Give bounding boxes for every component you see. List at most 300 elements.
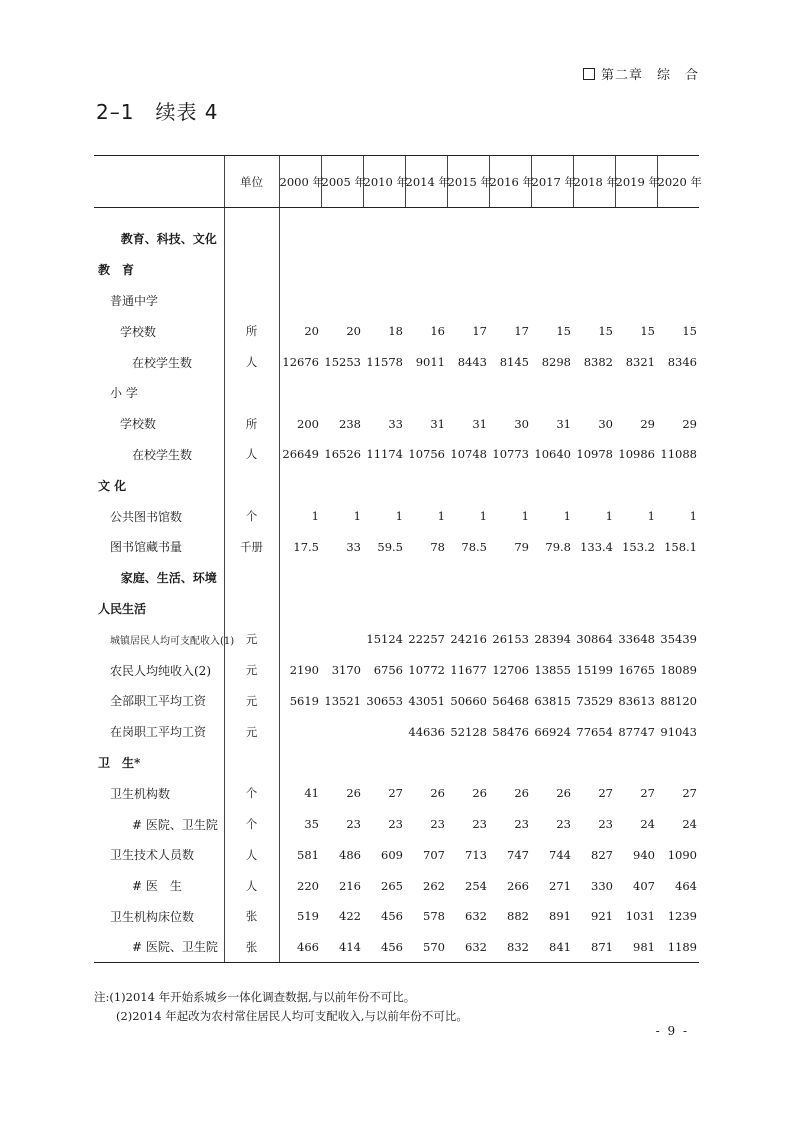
value-cell: 330 bbox=[591, 878, 613, 893]
row-label: 小 学 bbox=[110, 386, 138, 401]
value-cell: 22257 bbox=[408, 632, 445, 647]
value-cell: 1 bbox=[521, 509, 529, 524]
row-unit bbox=[224, 224, 279, 255]
header-unit-cell: 单位 bbox=[224, 156, 279, 208]
value-cell bbox=[657, 285, 699, 316]
value-cell bbox=[657, 377, 699, 408]
footnotes bbox=[94, 988, 468, 1026]
value-cell: 11578 bbox=[366, 355, 403, 370]
value-cell: 871 bbox=[573, 932, 615, 963]
row-label: # 医院、卫生院 bbox=[132, 817, 218, 832]
value-cell bbox=[573, 285, 615, 316]
value-cell bbox=[489, 593, 531, 624]
table-header-row bbox=[94, 156, 699, 208]
row-label: # 医院、卫生院 bbox=[94, 932, 224, 963]
value-cell bbox=[657, 470, 699, 501]
value-cell: 632 bbox=[447, 932, 489, 963]
value-cell: 632 bbox=[465, 909, 487, 924]
table-row bbox=[94, 870, 699, 901]
table-row bbox=[94, 747, 699, 778]
row-unit: 个 bbox=[224, 501, 279, 532]
value-cell: 16 bbox=[430, 324, 445, 339]
value-cell bbox=[531, 562, 573, 593]
value-cell: 271 bbox=[549, 878, 571, 893]
row-label: 在岗职工平均工资 bbox=[110, 725, 207, 740]
table-row bbox=[94, 932, 699, 963]
header-year-cell: 2000 年 bbox=[279, 156, 321, 208]
row-unit: 千册 bbox=[224, 531, 279, 562]
value-cell bbox=[279, 747, 321, 778]
value-cell bbox=[405, 224, 447, 255]
value-cell: 1 bbox=[395, 509, 403, 524]
value-cell: 262 bbox=[423, 878, 445, 893]
row-label: 卫生技术人员数 bbox=[110, 848, 195, 863]
value-cell bbox=[447, 254, 489, 285]
value-cell: 58476 bbox=[492, 724, 529, 739]
value-cell: 88120 bbox=[660, 693, 697, 708]
spacer-cell bbox=[405, 208, 447, 224]
table-row bbox=[94, 377, 699, 408]
value-cell: 153.2 bbox=[622, 539, 655, 554]
value-cell: 33 bbox=[346, 539, 361, 554]
value-cell: 1 bbox=[479, 509, 487, 524]
footnote: (2)2014 年起改为农村常住居民人均可支配收入,与以前年份不可比。 bbox=[116, 1009, 468, 1023]
value-cell: 1 bbox=[437, 509, 445, 524]
row-label: 在校学生数 bbox=[132, 355, 193, 370]
value-cell bbox=[573, 224, 615, 255]
row-label: 在校学生数 bbox=[132, 447, 193, 462]
row-label: 人民生活 bbox=[98, 601, 147, 616]
value-cell: 10640 bbox=[534, 447, 571, 462]
value-cell bbox=[657, 593, 699, 624]
value-cell: 26 bbox=[556, 786, 571, 801]
value-cell bbox=[573, 377, 615, 408]
value-cell bbox=[489, 224, 531, 255]
table-row bbox=[94, 685, 699, 716]
value-cell: 1 bbox=[353, 509, 361, 524]
table-spacer-row bbox=[94, 208, 699, 224]
value-cell: 28394 bbox=[534, 632, 571, 647]
value-cell bbox=[657, 254, 699, 285]
value-cell: 940 bbox=[633, 847, 655, 862]
row-label: 学校数 bbox=[120, 417, 157, 432]
value-cell: 15 bbox=[556, 324, 571, 339]
value-cell: 17 bbox=[514, 324, 529, 339]
value-cell: 29 bbox=[640, 416, 655, 431]
value-cell bbox=[321, 624, 363, 655]
value-cell: 11677 bbox=[450, 663, 487, 678]
value-cell: 456 bbox=[363, 932, 405, 963]
value-cell bbox=[447, 747, 489, 778]
value-cell bbox=[363, 224, 405, 255]
value-cell bbox=[279, 285, 321, 316]
value-cell: 50660 bbox=[450, 693, 487, 708]
value-cell bbox=[615, 254, 657, 285]
value-cell: 220 bbox=[279, 870, 321, 901]
value-cell: 23 bbox=[514, 817, 529, 832]
value-cell: 17 bbox=[472, 324, 487, 339]
value-cell: 581 bbox=[279, 839, 321, 870]
value-cell bbox=[363, 747, 405, 778]
value-cell: 5619 bbox=[279, 685, 321, 716]
row-label: 城镇居民人均可支配收入(1) bbox=[110, 635, 235, 647]
value-cell: 79.8 bbox=[545, 539, 571, 554]
value-cell: 265 bbox=[381, 878, 403, 893]
value-cell: 26153 bbox=[492, 632, 529, 647]
spacer-cell bbox=[363, 208, 405, 224]
value-cell bbox=[573, 254, 615, 285]
row-label: 学校数 bbox=[120, 324, 157, 339]
table-row bbox=[94, 901, 699, 932]
value-cell bbox=[489, 562, 531, 593]
value-cell: 13855 bbox=[534, 663, 571, 678]
spacer-cell bbox=[224, 208, 279, 224]
value-cell bbox=[279, 254, 321, 285]
value-cell bbox=[405, 377, 447, 408]
value-cell: 27 bbox=[388, 786, 403, 801]
value-cell: 10773 bbox=[492, 447, 529, 462]
value-cell bbox=[363, 716, 405, 747]
row-unit bbox=[224, 254, 279, 285]
value-cell: 2190 bbox=[279, 655, 321, 686]
spacer-cell bbox=[94, 208, 224, 224]
value-cell: 609 bbox=[381, 847, 403, 862]
value-cell bbox=[363, 470, 405, 501]
statistics-table bbox=[94, 155, 702, 963]
row-label: 卫 生* bbox=[98, 755, 141, 770]
table-row bbox=[94, 224, 699, 255]
value-cell bbox=[573, 562, 615, 593]
value-cell: 10756 bbox=[408, 447, 445, 462]
value-cell bbox=[447, 470, 489, 501]
row-unit: 元 bbox=[224, 624, 279, 655]
spacer-cell bbox=[447, 208, 489, 224]
value-cell: 79 bbox=[514, 539, 529, 554]
row-unit: 人 bbox=[224, 347, 279, 378]
value-cell bbox=[321, 716, 363, 747]
value-cell: 12676 bbox=[279, 347, 321, 378]
value-cell: 1031 bbox=[625, 909, 655, 924]
value-cell: 24 bbox=[682, 817, 697, 832]
value-cell: 59.5 bbox=[377, 539, 403, 554]
value-cell: 83613 bbox=[618, 693, 655, 708]
value-cell: 63815 bbox=[534, 693, 571, 708]
value-cell: 407 bbox=[633, 878, 655, 893]
header-year-cell: 2005 年 bbox=[321, 156, 363, 208]
value-cell: 26 bbox=[472, 786, 487, 801]
row-label: 普通中学 bbox=[110, 293, 159, 308]
value-cell bbox=[531, 285, 573, 316]
value-cell bbox=[363, 562, 405, 593]
table-row bbox=[94, 347, 699, 378]
value-cell: 1 bbox=[279, 501, 321, 532]
value-cell bbox=[531, 377, 573, 408]
value-cell bbox=[447, 377, 489, 408]
value-cell bbox=[279, 562, 321, 593]
value-cell: 31 bbox=[430, 416, 445, 431]
table-row bbox=[94, 285, 699, 316]
value-cell: 78 bbox=[430, 539, 445, 554]
table-row bbox=[94, 439, 699, 470]
value-cell bbox=[615, 377, 657, 408]
row-unit: 人 bbox=[224, 870, 279, 901]
value-cell bbox=[531, 254, 573, 285]
value-cell: 578 bbox=[423, 909, 445, 924]
value-cell bbox=[573, 470, 615, 501]
value-cell bbox=[615, 470, 657, 501]
value-cell bbox=[573, 593, 615, 624]
value-cell: 519 bbox=[279, 901, 321, 932]
value-cell: 30 bbox=[514, 416, 529, 431]
row-label: # 医 生 bbox=[132, 879, 182, 894]
value-cell: 24 bbox=[640, 817, 655, 832]
value-cell: 6756 bbox=[373, 663, 403, 678]
value-cell: 77654 bbox=[576, 724, 613, 739]
value-cell bbox=[405, 747, 447, 778]
row-label: 公共图书馆数 bbox=[110, 509, 183, 524]
value-cell: 216 bbox=[339, 878, 361, 893]
value-cell bbox=[405, 254, 447, 285]
spacer-cell bbox=[531, 208, 573, 224]
value-cell bbox=[531, 470, 573, 501]
value-cell bbox=[405, 562, 447, 593]
value-cell: 422 bbox=[339, 909, 361, 924]
value-cell: 8443 bbox=[457, 355, 487, 370]
value-cell: 20 bbox=[346, 324, 361, 339]
table-row bbox=[94, 778, 699, 809]
value-cell bbox=[489, 377, 531, 408]
value-cell bbox=[615, 747, 657, 778]
value-cell bbox=[405, 285, 447, 316]
page-number: - 9 - bbox=[655, 1024, 689, 1038]
value-cell: 1 bbox=[563, 509, 571, 524]
value-cell: 23 bbox=[388, 817, 403, 832]
value-cell bbox=[489, 254, 531, 285]
value-cell: 713 bbox=[465, 847, 487, 862]
value-cell: 3170 bbox=[331, 663, 361, 678]
row-unit: 人 bbox=[224, 839, 279, 870]
value-cell: 23 bbox=[430, 817, 445, 832]
value-cell bbox=[321, 470, 363, 501]
value-cell bbox=[321, 593, 363, 624]
table-row bbox=[94, 716, 699, 747]
value-cell: 11174 bbox=[366, 447, 403, 462]
value-cell bbox=[363, 254, 405, 285]
value-cell: 41 bbox=[279, 778, 321, 809]
value-cell: 8382 bbox=[583, 355, 613, 370]
value-cell: 15 bbox=[682, 324, 697, 339]
value-cell: 1090 bbox=[667, 847, 697, 862]
value-cell: 1 bbox=[689, 509, 697, 524]
value-cell: 882 bbox=[507, 909, 529, 924]
table-row bbox=[94, 624, 699, 655]
value-cell bbox=[657, 224, 699, 255]
value-cell: 33648 bbox=[618, 632, 655, 647]
value-cell: 832 bbox=[489, 932, 531, 963]
row-unit: 个 bbox=[224, 778, 279, 809]
value-cell: 15199 bbox=[576, 663, 613, 678]
row-label: 文 化 bbox=[98, 478, 127, 493]
value-cell: 18089 bbox=[660, 663, 697, 678]
square-icon bbox=[583, 68, 595, 80]
value-cell: 33 bbox=[388, 416, 403, 431]
value-cell: 8298 bbox=[541, 355, 571, 370]
value-cell: 17.5 bbox=[279, 531, 321, 562]
value-cell: 1239 bbox=[667, 909, 697, 924]
value-cell: 35 bbox=[279, 809, 321, 840]
footnote: 注:(1)2014 年开始系城乡一体化调查数据,与以前年份不可比。 bbox=[94, 990, 416, 1004]
value-cell bbox=[321, 377, 363, 408]
value-cell: 52128 bbox=[450, 724, 487, 739]
value-cell: 15124 bbox=[366, 632, 403, 647]
value-cell: 31 bbox=[472, 416, 487, 431]
value-cell: 12706 bbox=[492, 663, 529, 678]
value-cell: 8145 bbox=[499, 355, 529, 370]
row-unit: 所 bbox=[224, 408, 279, 439]
row-unit bbox=[224, 377, 279, 408]
value-cell: 891 bbox=[549, 909, 571, 924]
table-row bbox=[94, 562, 699, 593]
value-cell: 133.4 bbox=[580, 539, 613, 554]
value-cell bbox=[279, 624, 321, 655]
value-cell bbox=[321, 254, 363, 285]
chapter-header bbox=[583, 64, 699, 83]
value-cell: 29 bbox=[682, 416, 697, 431]
value-cell bbox=[279, 593, 321, 624]
value-cell: 16526 bbox=[324, 447, 361, 462]
value-cell: 24216 bbox=[450, 632, 487, 647]
header-label-cell bbox=[94, 156, 224, 208]
value-cell: 30653 bbox=[366, 693, 403, 708]
header-year-cell: 2017 年 bbox=[531, 156, 573, 208]
value-cell bbox=[615, 593, 657, 624]
value-cell: 44636 bbox=[408, 724, 445, 739]
value-cell: 10986 bbox=[618, 447, 655, 462]
value-cell: 707 bbox=[423, 847, 445, 862]
value-cell: 1 bbox=[605, 509, 613, 524]
value-cell: 254 bbox=[465, 878, 487, 893]
value-cell bbox=[489, 470, 531, 501]
value-cell bbox=[615, 562, 657, 593]
value-cell: 78.5 bbox=[461, 539, 487, 554]
value-cell: 56468 bbox=[492, 693, 529, 708]
value-cell: 27 bbox=[640, 786, 655, 801]
row-unit: 元 bbox=[224, 655, 279, 686]
value-cell: 43051 bbox=[408, 693, 445, 708]
value-cell bbox=[405, 470, 447, 501]
spacer-cell bbox=[657, 208, 699, 224]
value-cell: 30864 bbox=[576, 632, 613, 647]
value-cell bbox=[321, 285, 363, 316]
header-year-cell: 2014 年 bbox=[405, 156, 447, 208]
value-cell: 23 bbox=[346, 817, 361, 832]
value-cell: 73529 bbox=[576, 693, 613, 708]
row-unit: 元 bbox=[224, 685, 279, 716]
spacer-cell bbox=[573, 208, 615, 224]
value-cell bbox=[447, 285, 489, 316]
header-year-cell: 2015 年 bbox=[447, 156, 489, 208]
value-cell: 15 bbox=[640, 324, 655, 339]
value-cell bbox=[489, 285, 531, 316]
value-cell bbox=[363, 377, 405, 408]
value-cell: 27 bbox=[598, 786, 613, 801]
row-label: 图书馆藏书量 bbox=[110, 540, 183, 555]
value-cell: 466 bbox=[279, 932, 321, 963]
row-label: 教 育 bbox=[98, 263, 135, 278]
row-unit: 所 bbox=[224, 316, 279, 347]
row-label: 卫生机构数 bbox=[110, 786, 171, 801]
value-cell: 9011 bbox=[415, 355, 445, 370]
table-row bbox=[94, 408, 699, 439]
value-cell: 8321 bbox=[625, 355, 655, 370]
value-cell: 744 bbox=[549, 847, 571, 862]
value-cell: 35439 bbox=[660, 632, 697, 647]
value-cell: 10772 bbox=[408, 663, 445, 678]
value-cell: 27 bbox=[682, 786, 697, 801]
value-cell: 1189 bbox=[657, 932, 699, 963]
value-cell: 23 bbox=[472, 817, 487, 832]
value-cell: 26 bbox=[346, 786, 361, 801]
value-cell bbox=[321, 224, 363, 255]
row-unit: 张 bbox=[224, 932, 279, 963]
value-cell: 11088 bbox=[660, 447, 697, 462]
value-cell bbox=[321, 562, 363, 593]
table-row bbox=[94, 316, 699, 347]
row-unit: 元 bbox=[224, 716, 279, 747]
value-cell: 26 bbox=[430, 786, 445, 801]
value-cell: 18 bbox=[388, 324, 403, 339]
value-cell: 91043 bbox=[660, 724, 697, 739]
row-unit: 张 bbox=[224, 901, 279, 932]
value-cell: 23 bbox=[598, 817, 613, 832]
table-row bbox=[94, 531, 699, 562]
value-cell bbox=[279, 716, 321, 747]
value-cell: 464 bbox=[675, 878, 697, 893]
table-row bbox=[94, 254, 699, 285]
value-cell: 66924 bbox=[534, 724, 571, 739]
value-cell: 827 bbox=[591, 847, 613, 862]
value-cell bbox=[363, 593, 405, 624]
value-cell: 8346 bbox=[667, 355, 697, 370]
spacer-cell bbox=[489, 208, 531, 224]
row-unit: 个 bbox=[224, 809, 279, 840]
value-cell: 570 bbox=[405, 932, 447, 963]
row-label: 农民人均纯收入(2) bbox=[110, 663, 211, 678]
row-label: 家庭、生活、环境 bbox=[120, 571, 217, 586]
value-cell bbox=[489, 747, 531, 778]
header-year-cell: 2010 年 bbox=[363, 156, 405, 208]
value-cell: 266 bbox=[507, 878, 529, 893]
value-cell bbox=[573, 747, 615, 778]
spacer-cell bbox=[279, 208, 321, 224]
spacer-cell bbox=[615, 208, 657, 224]
value-cell bbox=[447, 562, 489, 593]
value-cell bbox=[447, 224, 489, 255]
row-unit: 人 bbox=[224, 439, 279, 470]
value-cell: 238 bbox=[339, 416, 361, 431]
row-unit bbox=[224, 285, 279, 316]
table-row bbox=[94, 655, 699, 686]
value-cell: 747 bbox=[507, 847, 529, 862]
value-cell bbox=[531, 224, 573, 255]
value-cell: 1 bbox=[647, 509, 655, 524]
value-cell: 921 bbox=[591, 909, 613, 924]
value-cell: 841 bbox=[531, 932, 573, 963]
row-unit bbox=[224, 470, 279, 501]
table-row bbox=[94, 593, 699, 624]
value-cell: 87747 bbox=[618, 724, 655, 739]
value-cell: 456 bbox=[381, 909, 403, 924]
